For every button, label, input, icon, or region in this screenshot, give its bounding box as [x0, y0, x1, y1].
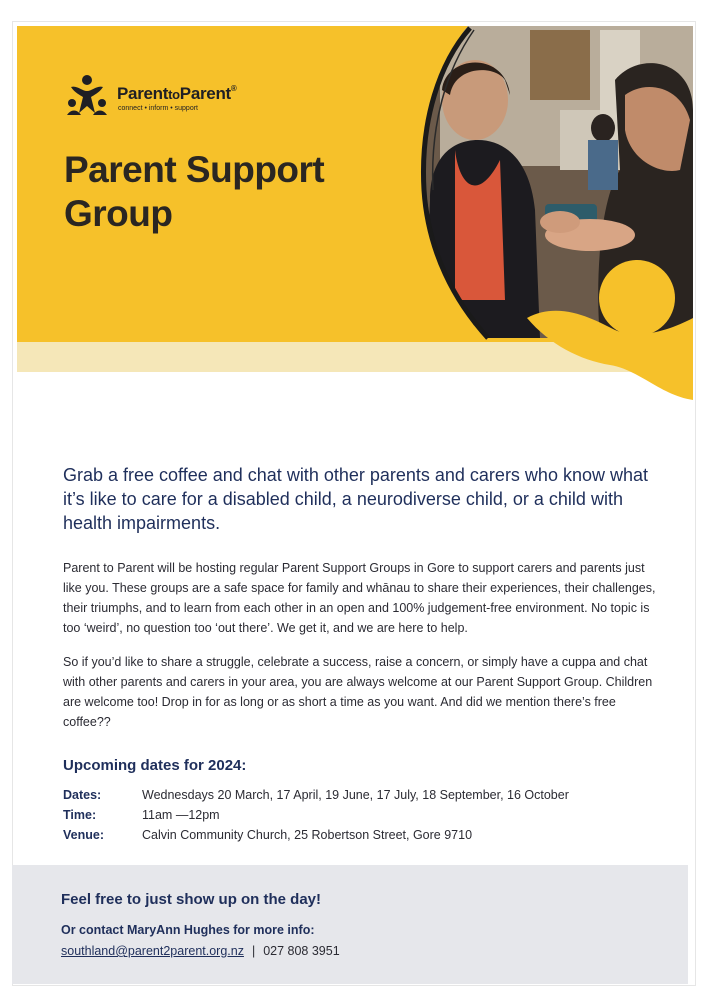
footer-separator: | [251, 944, 256, 958]
logo-tagline: connect • inform • support [118, 105, 198, 112]
body-paragraph-2: So if you’d like to share a struggle, celebrate a success, raise a concern, or simply have a cuppa and chat with other parents and carers in your area, you are always welcome at our Parent Support Group. Children are welcome too! Drop in for as long or as short a time as you want. And did we mention there’s free coffee?? [63, 655, 653, 729]
detail-label: Time: [63, 808, 97, 822]
footer-contact-text: Or contact MaryAnn Hughes for more info: [61, 923, 315, 937]
contact-footer [12, 865, 688, 984]
detail-value: Wednesdays 20 March, 17 April, 19 June, 17 July, 18 September, 16 October [142, 788, 569, 802]
footer-contact-line [61, 944, 340, 958]
dates-heading: Upcoming dates for 2024: [63, 757, 247, 774]
logo-figures-icon [65, 73, 109, 119]
detail-label: Dates: [63, 788, 102, 802]
parent-to-parent-logo [65, 73, 265, 121]
phone-number: 027 808 3951 [263, 944, 340, 958]
footer-title: Feel free to just show up on the day! [61, 891, 322, 908]
logo-wordmark: ParenttoParent® [117, 84, 237, 103]
body-paragraph-1: Parent to Parent will be hosting regular Parent Support Groups in Gore to support carers and parents just like you. These groups are a safe space for family and whānau to share their experiences, their challenges, their triumphs, and to learn from each other in an open and 100% judgement-free environment. No topic is too ‘weird’, no question too ‘out there’. We get it, and we are here to help. [63, 561, 656, 635]
lead-text: Grab a free coffee and chat with other parents and carers who know what it’s like to care for a disabled child, a neurodiverse child, or a child with health impairments. [63, 465, 648, 533]
detail-value: 11am —12pm [142, 808, 220, 822]
email-link[interactable]: southland@parent2parent.org.nz [61, 944, 244, 958]
detail-label: Venue: [63, 828, 104, 842]
page-title: Parent Support Group [64, 149, 325, 234]
detail-value: Calvin Community Church, 25 Robertson Street, Gore 9710 [142, 828, 473, 842]
